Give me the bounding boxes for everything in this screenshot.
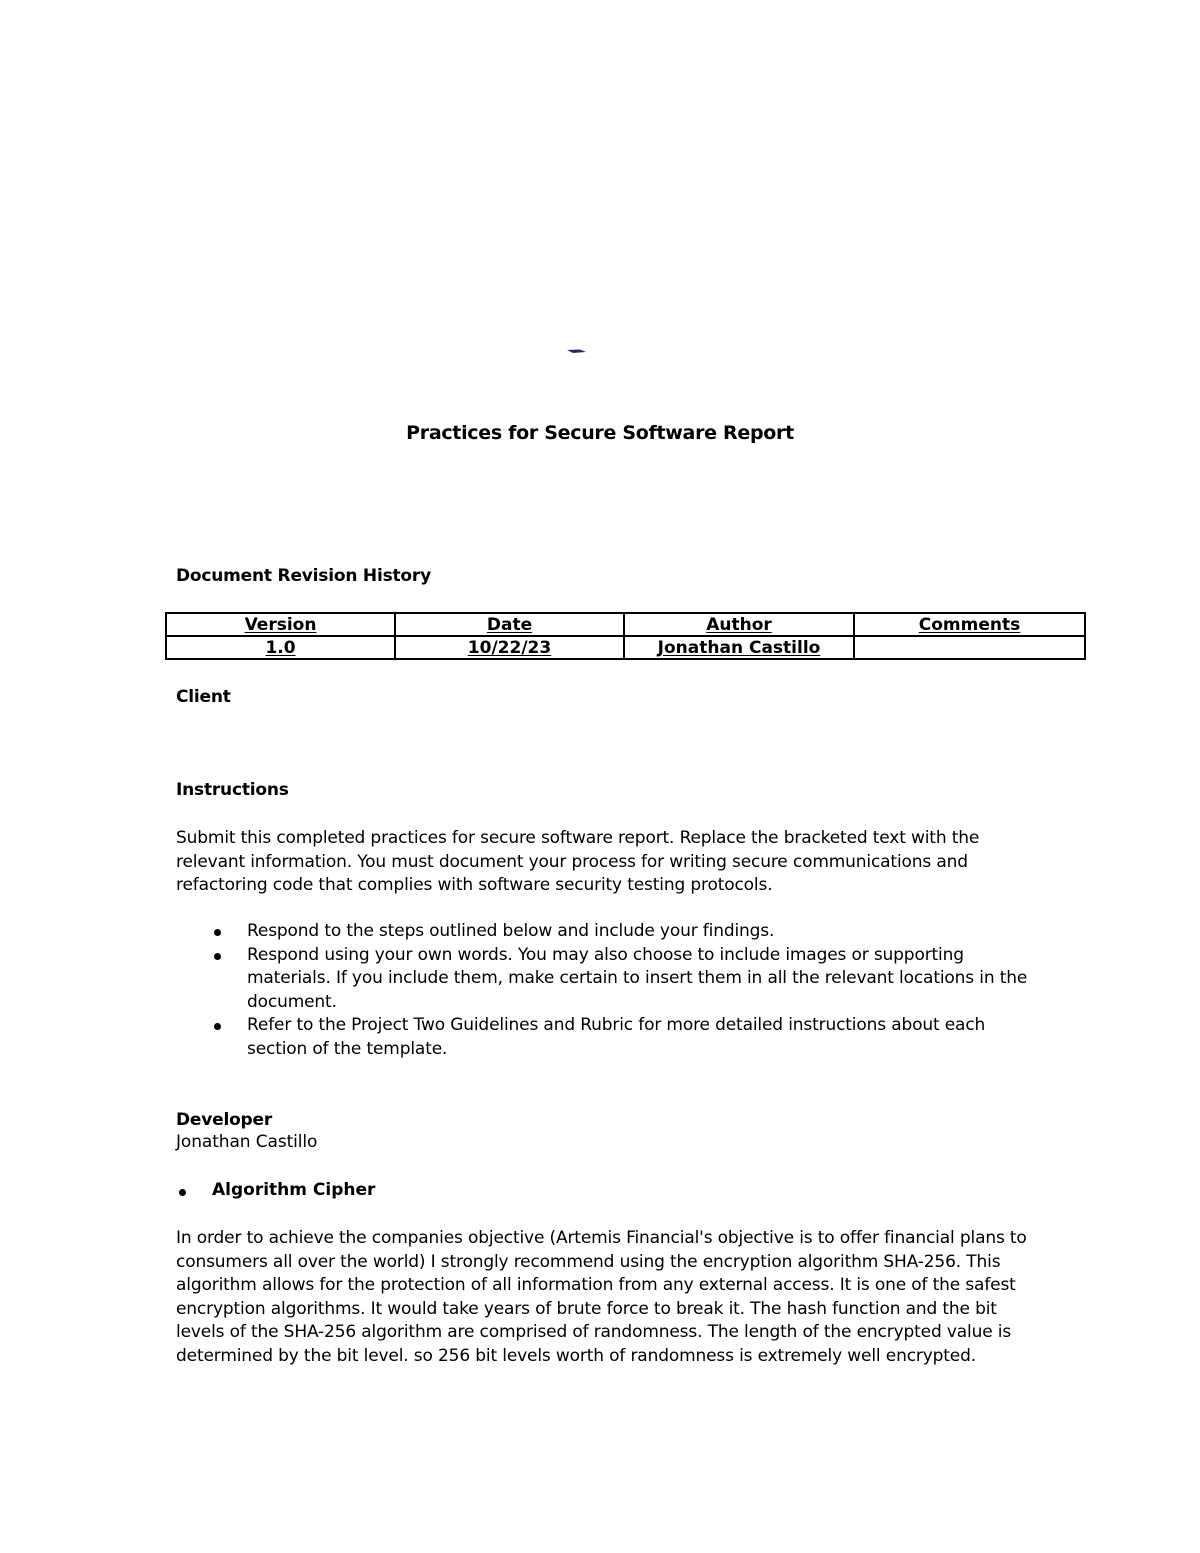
cell-date: 10/22/23 <box>395 636 624 659</box>
column-header-version: Version <box>166 613 395 636</box>
column-header-author: Author <box>624 613 854 636</box>
revision-history-heading: Document Revision History <box>176 566 431 586</box>
developer-heading: Developer <box>176 1110 273 1130</box>
column-header-date: Date <box>395 613 624 636</box>
table-header-row <box>166 613 1085 636</box>
client-heading: Client <box>176 687 231 707</box>
algorithm-cipher-paragraph: In order to achieve the companies objective (Artemis Financial's objective is to offer financial plans to consumers all over the world) I strongly recommend using the encryption algorithm SHA-256. This algorithm allows for the protection of all information from any external access. It is one of the safest encryption algorithms. It would take years of brute force to break it. The hash function and the bit levels of the SHA-256 algorithm are comprised of randomness. The length of the encrypted value is determined by the bit level. so 256 bit levels worth of randomness is extremely well encrypted. <box>176 1228 1027 1366</box>
cell-comments <box>854 636 1085 659</box>
column-header-comments: Comments <box>854 613 1085 636</box>
instructions-paragraph: Submit this completed practices for secure software report. Replace the bracketed text with the relevant information. You must document your process for writing secure communications and refactoring code that complies with software security testing protocols. <box>176 828 980 895</box>
bullet-icon <box>214 929 221 936</box>
bullet-icon <box>214 1023 221 1030</box>
bullet-icon <box>179 1189 186 1196</box>
cell-author: Jonathan Castillo <box>624 636 854 659</box>
document-page: Practices for Secure Software Report Document Revision History Version Date Author Comments 1.0 10/22/23 Jonathan Castillo Client Instructions Submit this completed practices for secure software report. Replace the bracketed text with the relevant information. You must document your process for writing secure communications and refactoring code that complies with software security testing protocols. Respond to the steps outlined below and include your findings. Respond using your own words. You may also choose to include images or supporting materials. If you include them, make certain to insert them in all the relevant locations in the document. Refer to the Project Two Guidelines and Rubric for more detailed instructions about each section of the template. Developer Jonathan Castillo Algorithm Cipher In order to achieve the companies objective (Artemis Financial's objective is to offer financial plans to consumers all over the world) I strongly recommend using the encryption algorithm SHA-256. This algorithm allows for the protection of all information from any external access. It is one of the safest encryption algorithms. It would take years of brute force to break it. The hash function and the bit levels of the SHA-256 algorithm are comprised of randomness. The length of the encrypted value is determined by the bit level. so 256 bit levels worth of randomness is extremely well encrypted. <box>0 0 1200 1553</box>
cell-version: 1.0 <box>166 636 395 659</box>
instructions-bullet-list <box>176 920 1036 1061</box>
table-row <box>166 636 1085 659</box>
logo-mark-icon <box>567 348 586 354</box>
revision-history-table <box>165 612 1086 660</box>
developer-name: Jonathan Castillo <box>176 1132 318 1152</box>
list-item: Respond using your own words. You may also choose to include images or supporting materials. If you include them, make certain to insert them in all the relevant locations in the document. <box>176 944 1036 1015</box>
instructions-heading: Instructions <box>176 780 289 800</box>
bullet-icon <box>214 953 221 960</box>
list-item: Respond to the steps outlined below and include your findings. <box>176 920 1036 944</box>
document-title: Practices for Secure Software Report <box>406 422 794 444</box>
list-item: Refer to the Project Two Guidelines and Rubric for more detailed instructions about each section of the template. <box>176 1014 1036 1061</box>
